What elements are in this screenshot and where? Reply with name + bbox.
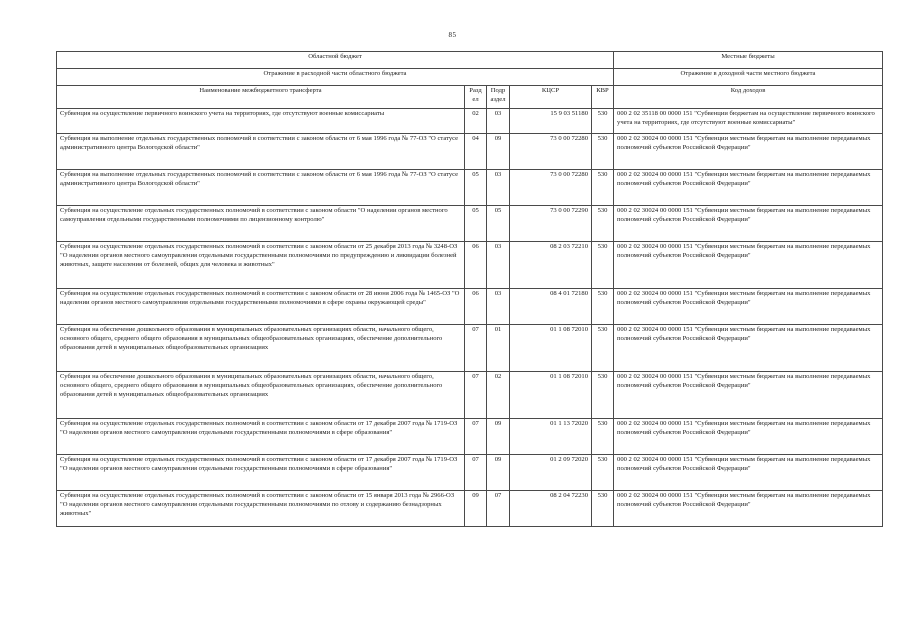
local-budgets-header: Местные бюджеты [614,52,883,69]
table-row [57,491,883,527]
cell-income-code: 000 2 02 30024 00 0000 151 "Субвенции местным бюджетам на выполнение передаваемых полномочий субъектов Российской Федерации" [614,170,883,206]
regional-expense-header: Отражение в расходной части областного бюджета [57,69,614,86]
cell-razd: 07 [465,325,487,372]
cell-kvr: 530 [592,134,614,170]
cell-name: Субвенция на обеспечение дошкольного образования в муниципальных образовательных организациях области, начального общего, основного общего, среднего общего образования в муниципальных общеобразовательных организациях, обеспечение дополнительного образования детей в муниципальных общеобразовательных организациях [57,325,465,372]
cell-income-code: 000 2 02 30024 00 0000 151 "Субвенции местным бюджетам на выполнение передаваемых полномочий субъектов Российской Федерации" [614,289,883,325]
cell-income-code: 000 2 02 30024 00 0000 151 "Субвенции местным бюджетам на выполнение передаваемых полномочий субъектов Российской Федерации" [614,206,883,242]
cell-kvr: 530 [592,372,614,419]
cell-razd: 05 [465,170,487,206]
cell-name: Субвенция на осуществление отдельных государственных полномочий в соответствии с законом области от 17 декабря 2007 года № 1719-ОЗ "О наделении органов местного самоуправления отдельными государственными полномочиями в сфере образования" [57,455,465,491]
table-row [57,325,883,372]
table-row [57,242,883,289]
cell-razd: 06 [465,242,487,289]
cell-name: Субвенция на выполнение отдельных государственных полномочий в соответствии с законом области от 6 мая 1996 года № 77-ОЗ "О статусе административного центра Вологодской области" [57,170,465,206]
cell-kvr: 530 [592,455,614,491]
cell-name: Субвенция на осуществление первичного воинского учета на территориях, где отсутствуют военные комиссариаты [57,109,465,134]
cell-podrazd: 03 [487,242,510,289]
cell-podrazd: 03 [487,289,510,325]
table-row [57,289,883,325]
cell-name: Субвенция на осуществление отдельных государственных полномочий в соответствии с законом области от 15 января 2013 года № 2966-ОЗ "О наделении органов местного самоуправления отдельными государственными полномочиями по отлову и содержанию безнадзорных животных" [57,491,465,527]
cell-razd: 04 [465,134,487,170]
budget-table [56,51,883,527]
cell-kvr: 530 [592,491,614,527]
cell-podrazd: 09 [487,455,510,491]
cell-razd: 07 [465,372,487,419]
cell-podrazd: 07 [487,491,510,527]
table-row [57,170,883,206]
table-row [57,134,883,170]
cell-razd: 07 [465,455,487,491]
cell-income-code: 000 2 02 35118 00 0000 151 "Субвенции бюджетам на осуществление первичного воинского учета на территориях, где отсутствуют военные комиссариаты" [614,109,883,134]
local-income-header: Отражение в доходной части местного бюджета [614,69,883,86]
cell-razd: 02 [465,109,487,134]
cell-kvr: 530 [592,242,614,289]
cell-name: Субвенция на осуществление отдельных государственных полномочий в соответствии с законом области от 17 декабря 2007 года № 1719-ОЗ "О наделении органов местного самоуправления отдельными государственными полномочиями в сфере образования" [57,419,465,455]
cell-kcsr: 08 4 01 72180 [510,289,592,325]
cell-kcsr: 08 2 03 72210 [510,242,592,289]
regional-budget-header: Областной бюджет [57,52,614,69]
table-row [57,109,883,134]
cell-kcsr: 73 0 00 72280 [510,134,592,170]
cell-kcsr: 08 2 04 72230 [510,491,592,527]
cell-income-code: 000 2 02 30024 00 0000 151 "Субвенции местным бюджетам на выполнение передаваемых полномочий субъектов Российской Федерации" [614,242,883,289]
cell-podrazd: 02 [487,372,510,419]
cell-name: Субвенция на осуществление отдельных государственных полномочий в соответствии с законом области "О наделении органов местного самоуправления отдельными государственными полномочиями по лицензионному контролю" [57,206,465,242]
cell-podrazd: 03 [487,170,510,206]
cell-kvr: 530 [592,109,614,134]
cell-income-code: 000 2 02 30024 00 0000 151 "Субвенции местным бюджетам на выполнение передаваемых полномочий субъектов Российской Федерации" [614,455,883,491]
cell-razd: 07 [465,419,487,455]
cell-kvr: 530 [592,325,614,372]
cell-podrazd: 01 [487,325,510,372]
cell-name: Субвенция на обеспечение дошкольного образования в муниципальных образовательных организациях области, начального общего, основного общего, среднего общего образования в муниципальных общеобразовательных организациях, обеспечение дополнительного образования детей в муниципальных общеобразовательных организациях [57,372,465,419]
cell-razd: 05 [465,206,487,242]
column-header-income-code: Код доходов [614,86,883,109]
table-row [57,419,883,455]
cell-kcsr: 01 1 13 72020 [510,419,592,455]
cell-name: Субвенция на осуществление отдельных государственных полномочий в соответствии с законом области от 25 декабря 2013 года № 3248-ОЗ "О наделении органов местного самоуправления отдельными государственными полномочиями по предупреждению и ликвидации болезней животных, защите населения от болезней, общих для человека и животных" [57,242,465,289]
cell-kcsr: 01 1 08 72010 [510,325,592,372]
cell-podrazd: 09 [487,134,510,170]
table-row [57,372,883,419]
cell-podrazd: 03 [487,109,510,134]
cell-kcsr: 01 1 08 72010 [510,372,592,419]
column-header-kvr: КВР [592,86,614,109]
cell-kcsr: 73 0 00 72280 [510,170,592,206]
cell-kvr: 530 [592,289,614,325]
table-row [57,455,883,491]
cell-income-code: 000 2 02 30024 00 0000 151 "Субвенции местным бюджетам на выполнение передаваемых полномочий субъектов Российской Федерации" [614,325,883,372]
cell-kvr: 530 [592,170,614,206]
cell-podrazd: 05 [487,206,510,242]
cell-income-code: 000 2 02 30024 00 0000 151 "Субвенции местным бюджетам на выполнение передаваемых полномочий субъектов Российской Федерации" [614,419,883,455]
cell-kcsr: 01 2 09 72020 [510,455,592,491]
column-header-kcsr: КЦСР [510,86,592,109]
cell-razd: 06 [465,289,487,325]
cell-podrazd: 09 [487,419,510,455]
cell-razd: 09 [465,491,487,527]
cell-income-code: 000 2 02 30024 00 0000 151 "Субвенции местным бюджетам на выполнение передаваемых полномочий субъектов Российской Федерации" [614,134,883,170]
cell-income-code: 000 2 02 30024 00 0000 151 "Субвенции местным бюджетам на выполнение передаваемых полномочий субъектов Российской Федерации" [614,491,883,527]
column-header-razd: Разд ел [465,86,487,109]
column-header-name: Наименование межбюджетного трансферта [57,86,465,109]
cell-kvr: 530 [592,206,614,242]
column-header-podrazd: Подр аздел [487,86,510,109]
cell-name: Субвенция на выполнение отдельных государственных полномочий в соответствии с законом области от 6 мая 1996 года № 77-ОЗ "О статусе административного центра Вологодской области" [57,134,465,170]
cell-kvr: 530 [592,419,614,455]
page-number: 85 [448,31,457,39]
cell-kcsr: 15 9 03 51180 [510,109,592,134]
cell-kcsr: 73 0 00 72290 [510,206,592,242]
cell-name: Субвенция на осуществление отдельных государственных полномочий в соответствии с законом области от 28 июня 2006 года № 1465-ОЗ "О наделении органов местного самоуправления отдельными государственными полномочиями в сфере охраны окружающей среды" [57,289,465,325]
table-row [57,206,883,242]
cell-income-code: 000 2 02 30024 00 0000 151 "Субвенции местным бюджетам на выполнение передаваемых полномочий субъектов Российской Федерации" [614,372,883,419]
